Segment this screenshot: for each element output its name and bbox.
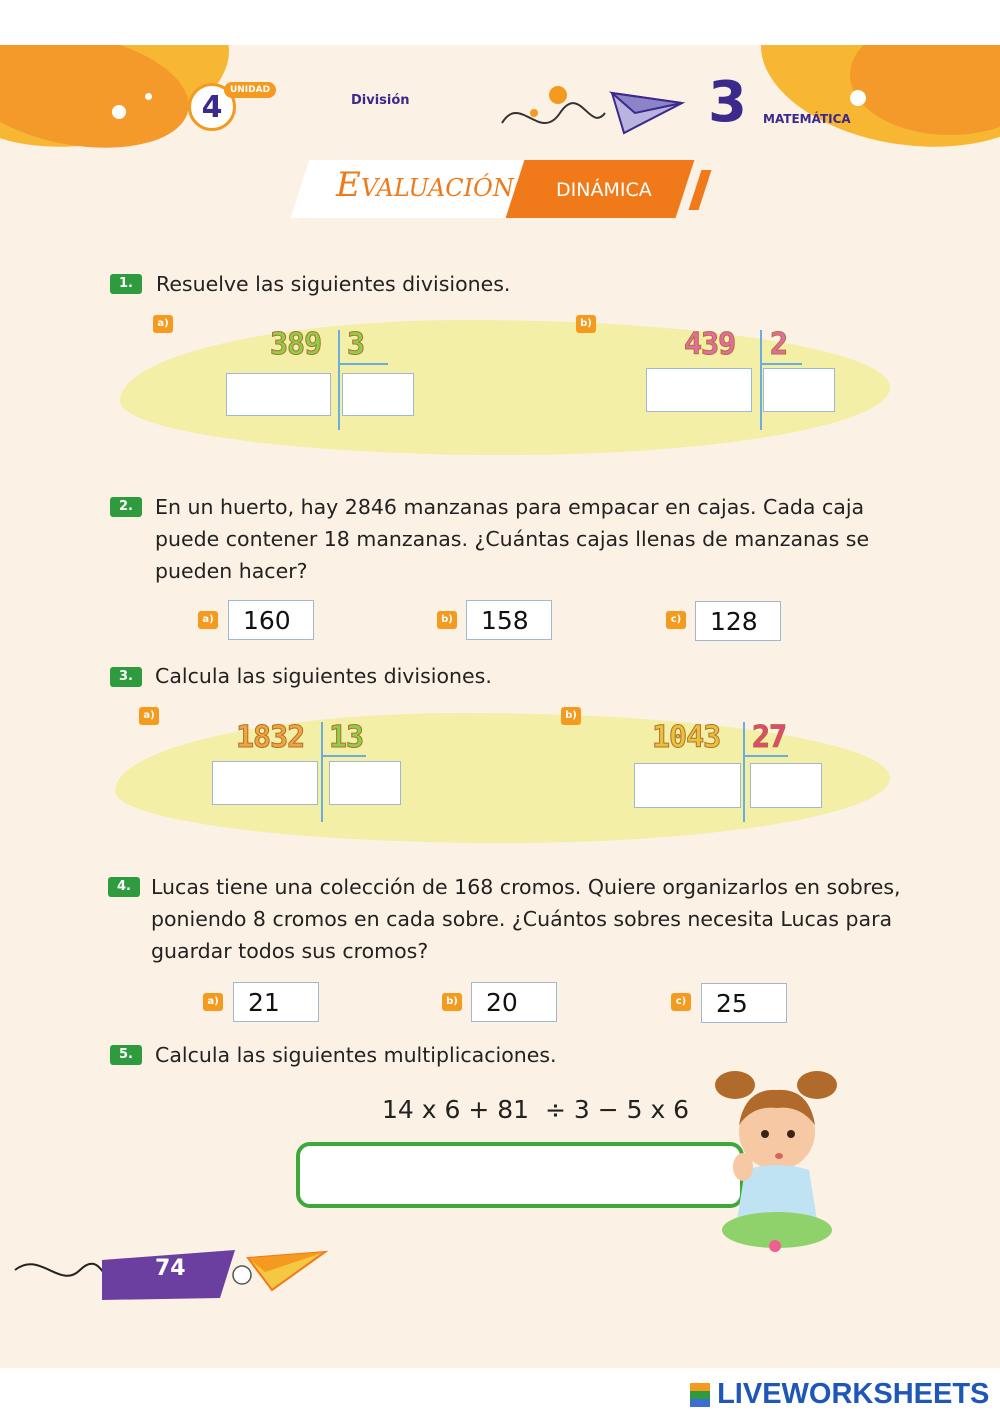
option-label: b) xyxy=(437,611,457,629)
deco-dot xyxy=(145,93,152,100)
division-bar xyxy=(760,363,802,365)
dividend: 1043 xyxy=(652,720,721,755)
option-label: a) xyxy=(203,993,223,1011)
quotient-input[interactable] xyxy=(212,761,318,805)
title-stripe xyxy=(689,170,712,210)
question-text: Lucas tiene una colección de 168 cromos. Quiere organizarlos en sobres, poniendo 8 cromos en cada sobre. ¿Cuántos sobres necesita Lucas para guardar todos sus cromos? xyxy=(151,875,901,963)
girl-illustration xyxy=(705,1070,845,1255)
question-text: Calcula las siguientes divisiones. xyxy=(155,664,492,688)
division-bar xyxy=(321,755,366,757)
option-label: c) xyxy=(666,611,686,629)
answer-option[interactable]: 25 xyxy=(701,983,787,1023)
answer-option[interactable]: 128 xyxy=(695,601,781,641)
division-bar xyxy=(321,722,323,822)
deco-dot xyxy=(850,90,866,106)
option-label: a) xyxy=(153,315,173,333)
math-expression: 14 x 6 + 81 ÷ 3 − 5 x 6 xyxy=(382,1095,690,1124)
answer-option[interactable]: 158 xyxy=(466,600,552,640)
option-label: b) xyxy=(442,993,462,1011)
dividend: 1832 xyxy=(236,720,305,755)
divisor: 2 xyxy=(770,327,788,362)
answer-option[interactable]: 160 xyxy=(228,600,314,640)
question-text: En un huerto, hay 2846 manzanas para empacar en cajas. Cada caja puede contener 18 manzanas. ¿Cuántas cajas llenas de manzanas se pueden hacer? xyxy=(155,495,870,583)
division-bar xyxy=(760,330,762,430)
final-answer-input[interactable] xyxy=(296,1142,744,1208)
answer-option[interactable]: 20 xyxy=(471,982,557,1022)
division-bar xyxy=(338,330,340,430)
quotient-input[interactable] xyxy=(634,763,741,808)
subject-label: MATEMÁTICA xyxy=(763,112,851,126)
question-text: Calcula las siguientes multiplicaciones. xyxy=(155,1043,557,1067)
option-label: a) xyxy=(139,707,159,725)
question-number: 1. xyxy=(110,274,142,294)
divisor: 3 xyxy=(347,327,365,362)
division-bar xyxy=(743,755,788,757)
question-number: 5. xyxy=(110,1045,142,1065)
remainder-input[interactable] xyxy=(763,368,835,412)
option-label: a) xyxy=(198,611,218,629)
title-badge-label: DINÁMICA xyxy=(556,179,652,201)
page-title: Evaluación xyxy=(336,165,514,205)
dividend: 389 xyxy=(270,327,322,362)
deco-dot xyxy=(112,105,126,119)
topic-label: División xyxy=(351,93,410,108)
remainder-input[interactable] xyxy=(750,763,822,808)
quotient-input[interactable] xyxy=(646,368,752,412)
question-text: Resuelve las siguientes divisiones. xyxy=(156,272,511,296)
brand-icon xyxy=(690,1383,710,1407)
dividend: 439 xyxy=(684,327,736,362)
option-label: b) xyxy=(561,707,581,725)
grade-number: 3 xyxy=(708,70,747,135)
remainder-input[interactable] xyxy=(329,761,401,805)
divisor: 27 xyxy=(752,720,787,755)
page-number: 74 xyxy=(155,1256,186,1281)
quotient-input[interactable] xyxy=(226,373,331,416)
question-number: 4. xyxy=(108,877,140,897)
unit-label: UNIDAD xyxy=(224,82,276,98)
division-bar xyxy=(743,722,745,822)
answer-option[interactable]: 21 xyxy=(233,982,319,1022)
divisor: 13 xyxy=(329,720,364,755)
unit-number: 4 xyxy=(201,90,223,125)
worksheet-page xyxy=(0,45,1000,1368)
brand-name: LIVEWORKSHEETS xyxy=(717,1378,990,1410)
remainder-input[interactable] xyxy=(342,373,414,416)
question-number: 3. xyxy=(110,667,142,687)
brand-logo xyxy=(690,1378,989,1411)
option-label: b) xyxy=(576,315,596,333)
option-label: c) xyxy=(671,993,691,1011)
paper-plane-icon xyxy=(500,83,690,143)
question-number: 2. xyxy=(110,497,142,517)
division-bar xyxy=(338,363,388,365)
